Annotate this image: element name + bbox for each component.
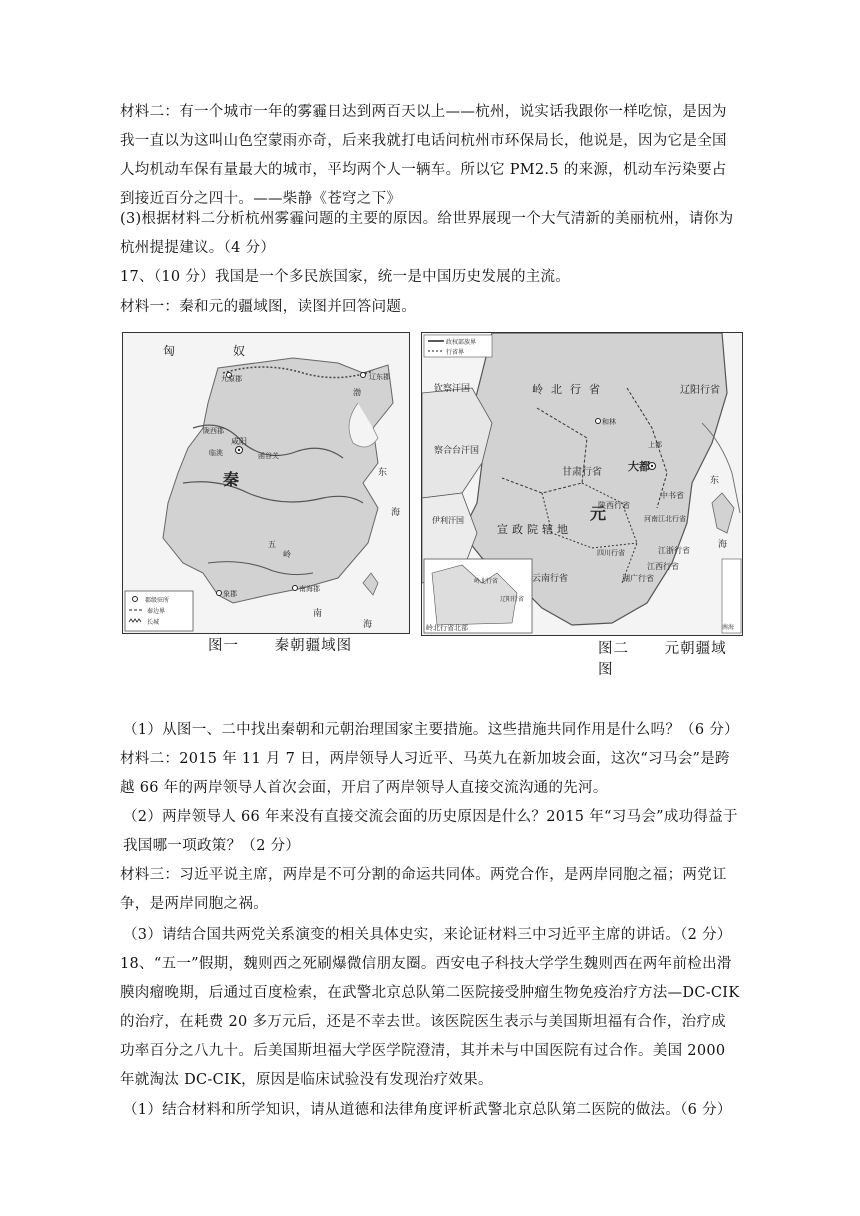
legend-prefecture: 郡级驻所 xyxy=(145,597,170,604)
label-nanhai-hai: 海 xyxy=(363,620,373,630)
question-17-3: （3）请结合国共两党关系演变的相关具体史实，来论证材料三中习近平主席的讲话。（2 分） xyxy=(123,927,732,943)
label-xianyang: 咸阳 xyxy=(231,437,247,446)
label-xiongnu-1: 匈 xyxy=(163,344,176,358)
qin-map-drawing xyxy=(123,333,409,633)
label-nanhai-jun: 南海郡 xyxy=(299,585,320,593)
label-gansu: 甘肃行省 xyxy=(562,467,602,478)
label-jiuyuan: 九原郡 xyxy=(221,375,242,383)
label-yunnan: 云南行省 xyxy=(532,574,569,584)
material-one-intro: 材料一：秦和元的疆域图，读图并回答问题。 xyxy=(120,299,416,315)
yuan-map-drawing xyxy=(422,333,742,635)
yuan-map-caption-num: 图二 xyxy=(598,641,629,657)
label-shaanxi: 陕西行省 xyxy=(598,501,630,510)
question-17-heading: 17、（10 分）我国是一个多民族国家，统一是中国历史发展的主流。 xyxy=(120,269,571,285)
label-sea-dong: 东 xyxy=(378,468,388,478)
label-nanhai: 南海 xyxy=(722,624,735,631)
label-jiangzhe: 江浙行省 xyxy=(658,546,690,555)
label-inset-lingbei: 岭北行省 xyxy=(474,578,499,585)
yuan-map xyxy=(421,332,743,636)
label-liaoyang: 辽阳行省 xyxy=(680,385,720,396)
label-helin: 和林 xyxy=(602,418,616,426)
legend-border: 秦边界 xyxy=(147,608,166,615)
label-hai: 海 xyxy=(718,540,728,550)
question-18-1: （1）结合材料和所学知识，请从道德和法律角度评析武警北京总队第二医院的做法。（6 分） xyxy=(123,1102,732,1118)
label-huguang: 湖广行省 xyxy=(622,574,654,583)
label-wuling-1: 五 xyxy=(268,540,276,549)
material-three: 材料三：习近平说主席，两岸是不可分割的命运共同体。两党合作，是两岸同胞之福；两党讧争，是两岸同胞之祸。 xyxy=(120,867,727,912)
label-inset-liaoyang: 辽阳行省 xyxy=(500,596,525,603)
label-jiangxi: 江西行省 xyxy=(647,562,679,571)
label-dong: 东 xyxy=(710,476,720,486)
label-lintao: 临洮 xyxy=(209,449,223,457)
label-henan: 河南江北行省 xyxy=(644,515,686,523)
label-bohai: 渤 xyxy=(353,388,361,397)
legend-province-border: 行省界 xyxy=(446,349,465,356)
legend-great-wall: 长城 xyxy=(147,619,160,626)
label-sea-hai: 海 xyxy=(391,508,401,518)
label-liaodong: 辽东郡 xyxy=(369,373,390,381)
label-longxi: 陇西郡 xyxy=(203,427,224,435)
label-qin: 秦 xyxy=(223,470,240,489)
label-xiang-jun: 象郡 xyxy=(223,590,237,598)
qin-map-caption xyxy=(208,634,352,655)
label-qincha: 钦察汗国 xyxy=(434,384,471,394)
label-yili: 伊利汗国 xyxy=(432,516,464,525)
yuan-map-caption-title: 元朝疆域图 xyxy=(598,641,727,678)
label-lingbei: 岭北行省 xyxy=(532,383,608,396)
question-18-passage: 18、“五一”假期，魏则西之死刷爆微信朋友圈。西安电子科技大学学生魏则西在两年前检出滑膜肉瘤晚期，后通过百度检索，在武警北京总队第二医院接受肿瘤生物免疫治疗方法—DC-CIK 的治疗，在耗费 20 多万元后，还是不幸去世。该医院医生表示与美国斯坦福有合作，治疗成功率百分之八九十。后美国斯坦福大学医学院澄清，其并未与中国医院有过合作。美国 2000 年就淘汰 DC-CIK，原因是临床试验没有发现治疗效果。 xyxy=(120,956,740,1088)
label-chagatai: 察合台汗国 xyxy=(434,446,480,456)
yuan-map-caption xyxy=(598,637,742,679)
question-17-2: （2）两岸领导人 66 年来没有直接交流会面的历史原因是什么？2015 年“习马会”成功得益于我国哪一项政策？（2 分） xyxy=(123,809,738,854)
question-17-1: （1）从图一、二中找出秦朝和元朝治理国家主要措施。这些措施共同作用是什么吗？（6 分） xyxy=(123,722,739,738)
qin-map-caption-num: 图一 xyxy=(208,638,239,654)
label-xuanzheng: 宣政院辖地 xyxy=(497,523,572,536)
label-shangdu: 上都 xyxy=(648,441,662,449)
label-zhongshu: 中书省 xyxy=(660,491,684,500)
question-16-3: (3)根据材料二分析杭州雾霾问题的主要的原因。给世界展现一个大气清新的美丽杭州，请你为杭州提提建议。（4 分） xyxy=(120,211,734,256)
label-nan: 南 xyxy=(313,609,323,619)
label-hangu: 函谷关 xyxy=(258,452,279,460)
label-sichuan: 四川行省 xyxy=(597,549,625,557)
qin-map-caption-title: 秦朝疆域图 xyxy=(274,638,353,654)
legend-regime-border: 政权部族界 xyxy=(446,339,477,346)
label-yuan: 元 xyxy=(590,504,607,523)
label-dadu: 大都 xyxy=(628,460,650,473)
material-two-cross-strait: 材料二：2015 年 11 月 7 日，两岸领导人习近平、马英九在新加坡会面，这次“习马会”是跨越 66 年的两岸领导人首次会面，开启了两岸领导人直接交流沟通的先河。 xyxy=(120,751,730,796)
label-wuling-2: 岭 xyxy=(283,550,291,559)
map-figures xyxy=(122,332,742,678)
material-two-passage: 材料二：有一个城市一年的雾霾日达到两百天以上——杭州，说实话我跟你一样吃惊，是因为我一直以为这叫山色空蒙雨亦奇，后来我就打电话问杭州市环保局长，他说是，因为它是全国人均机动车保有量最大的城市，平均两个人一辆车。所以它 PM2.5 的来源，机动车污染要占到接近百分之四十。——柴静《苍穹之下》 xyxy=(120,104,727,207)
label-inset-caption: 岭北行省北部 xyxy=(426,624,468,632)
qin-map xyxy=(122,332,410,634)
label-xiongnu-2: 奴 xyxy=(233,344,246,358)
